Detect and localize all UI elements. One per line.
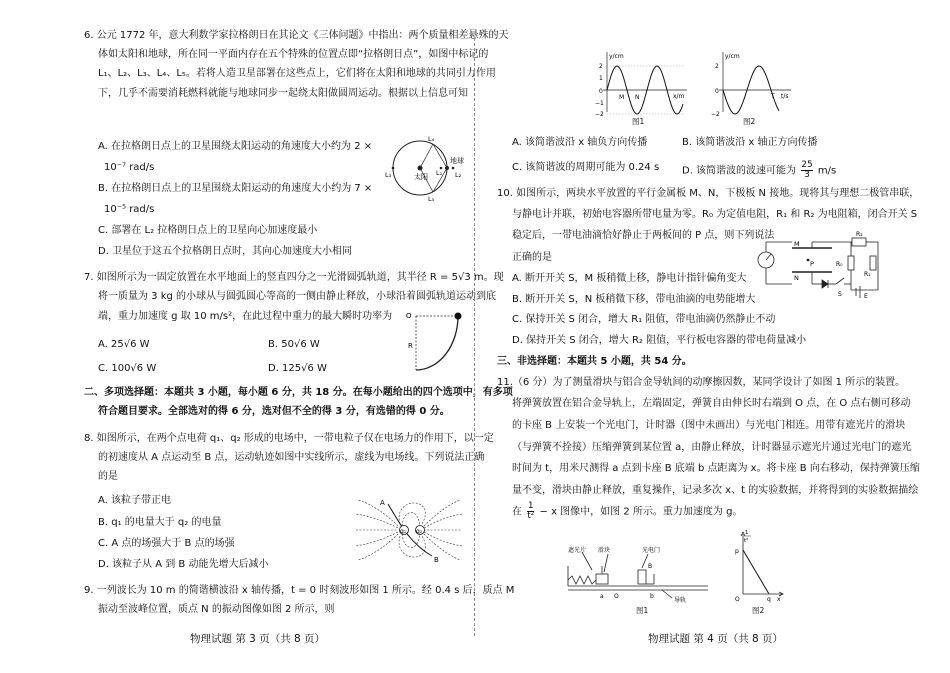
q9-option-d [682, 161, 836, 180]
q6-line-3: L₁、L₂、L₃、L₄、L₅。若将人造卫星部署在这些点上，它们将在太阳和地球的共同引力作用 [98, 68, 496, 79]
fig2-q-label: q [767, 596, 771, 603]
fig2-y2: 2 [715, 63, 719, 70]
q11-fig2-caption: 图2 [752, 606, 765, 615]
q8-option-d: D. 该粒子从 A 到 B 动能先增大后减小 [98, 559, 269, 570]
q11-line-4: （与弹簧不拴接）压缩弹簧到某位置 a，由静止释放，计时器显示遮光片通过光电门的遮光 [512, 442, 912, 453]
q9-option-c: C. 该简谐波的周期可能为 0.24 s [512, 162, 660, 173]
fig-l1: L₁ [436, 169, 443, 177]
fig-e-label: E [864, 293, 868, 300]
q7-line-3: 端，重力加速度 g 取 10 m/s²，在此过程中重力的最大瞬时功率为 [98, 311, 393, 322]
lagrange-points-figure [378, 133, 468, 203]
q7-line-2: 将一质量为 3 kg 的小球从与圆弧圆心等高的一侧由静止释放，小球沿着圆弧轨道运动到底 [98, 291, 497, 302]
inverse-t-squared-graph [731, 528, 785, 604]
right-column [476, 0, 950, 673]
fig1-caption: 图1 [632, 117, 645, 126]
fig2-t-label: T [771, 93, 775, 100]
q8-line-3: 的是 [98, 471, 118, 482]
q9-option-d-fraction: $\frac{25}{3}$ [801, 160, 813, 180]
q6-line-4: 下，几乎不需要消耗燃料就能与地球同步一起绕太阳做圆周运动。根据以上信息可知 [98, 88, 468, 99]
q9-option-a: A. 该简谐波沿 x 轴负方向传播 [512, 137, 648, 148]
q10-line-3: 稳定后，一带电油滴恰好静止于两板间的 P 点，则下列说法 [512, 230, 775, 241]
fig-b-seat-label: B [648, 563, 653, 570]
q10-line-1: 10. 如图所示，两块水平放置的平行金属板 M、N，下极板 N 接地。现将其与理想二极管串联， [497, 188, 920, 199]
q6-line-2: 体如太阳和地球，所在同一平面内存在五个特殊的位置点即“拉格朗日点”，如图中标记的 [98, 49, 489, 60]
q6-option-b: B. 在拉格朗日点上的卫星围绕太阳运动的角速度大小约为 7 × [98, 183, 373, 194]
q8-line-1: 8. 如图所示，在两个点电荷 q₁、q₂ 形成的电场中，一带电粒子仅在电场力的作用下，以一定 [84, 433, 494, 444]
fig1-ylabel: y/cm [609, 53, 624, 60]
q6-option-b-cont: 10⁻⁵ rad/s [104, 204, 155, 215]
q9-option-d-unit: m/s [817, 165, 837, 177]
q11-fraction: $\frac{1}{\text{t²}}$ [527, 501, 535, 521]
q11-line-2: 将弹簧放置在铝合金导轨上，左端固定，弹簧自由伸长时右端到 O 点，在 O 点右侧可移动 [512, 398, 911, 409]
section-2-heading: 二、多项选择题：本题共 3 小题，每小题 6 分，共 18 分。在每小题给出的四个选项中，有多项 [84, 387, 513, 398]
fig1-xlabel: x/m [673, 93, 685, 100]
q8-option-c: C. A 点的场强大于 B 点的场强 [98, 538, 235, 549]
fig-gate-label: 光电门 [642, 547, 661, 554]
q11-line-1: 11.（6 分）为了测量滑块与铝合金导轨间的动摩擦因数，某同学设计了如图 1 所示的装置。 [497, 377, 906, 388]
fig-a-label: A [380, 499, 385, 507]
q7-option-d: D. 125√6 W [268, 363, 327, 374]
q6-option-c: C. 部署在 L₂ 拉格朗日点上的卫星向心加速度最小 [98, 225, 318, 236]
fig-l4: L₄ [428, 135, 435, 143]
fig-o-label: O [406, 312, 412, 320]
fig2-ylabel-den: t² [744, 538, 749, 544]
fig1-y2: 2 [599, 63, 603, 70]
q10-line-4: 正确的是 [512, 252, 552, 263]
fig-r0-label: R₀ [836, 261, 843, 268]
fig-r2-label: R₂ [856, 231, 863, 238]
q10-option-c: C. 保持开关 S 闭合，增大 R₁ 阻值，带电油滴仍然静止不动 [512, 314, 776, 325]
quarter-arc-figure [404, 308, 466, 378]
fig2-o-label: O [735, 596, 740, 603]
q11-line-7: 在 $\frac{1}{\text{t²}}$ − x 图像中，如图 2 所示。重力加速度为 g。 [512, 501, 743, 521]
fig2-xlabel: t/s [781, 93, 789, 100]
fig-r-label: R [408, 342, 413, 350]
fig1-y0: 0 [599, 88, 603, 95]
fig-q1-label: q₁ [400, 528, 407, 535]
fig-m-label: M [794, 240, 800, 248]
fig-a-point: a [600, 593, 604, 600]
q11-line-6: 量不变，滑块由静止释放，重复操作，记录多次 x、t 的实验数据，并将得到的实验数据描绘 [512, 485, 919, 496]
friction-apparatus-figure [562, 544, 712, 604]
fig-b-label: B [434, 556, 439, 564]
fig-earth-label: 地球 [450, 157, 464, 165]
q8-option-b: B. q₁ 的电量大于 q₂ 的电量 [98, 517, 222, 528]
vibration-graph-figure-2 [709, 50, 793, 122]
q8-option-a: A. 该粒子带正电 [98, 495, 172, 506]
fig-shade-label: 遮光片 [568, 547, 587, 554]
q7-line-1: 7. 如图所示为一固定放置在水平地面上的竖直四分之一光滑圆弧轨道，其半径 R = 5√3 m。现 [84, 272, 504, 283]
q10-option-d: D. 保持开关 S 闭合，增大 R₂ 阻值，平行板电容器的带电荷量减小 [512, 335, 807, 346]
earth-dot [445, 166, 449, 170]
fig-r1-label: R₁ [864, 271, 871, 278]
ball [455, 313, 462, 320]
fig2-caption: 图2 [743, 117, 756, 126]
fig-l5: L₅ [428, 195, 435, 203]
left-page-footer: 物理试题 第 3 页（共 8 页） [190, 633, 326, 645]
fig2-ylabel: y/cm [725, 53, 740, 60]
q9-option-b: B. 该简谐波沿 x 轴正方向传播 [682, 137, 818, 148]
fig1-m-label: M [619, 94, 625, 101]
q11-fig1-caption: 图1 [636, 606, 649, 615]
q10-option-b: B. 断开开关 S，N 板稍微下移，带电油滴的电势能增大 [512, 294, 756, 305]
q8-line-2: 的初速度从 A 点运动至 B 点，运动轨迹如图中实线所示，虚线为电场线。下列说法正确 [98, 452, 485, 463]
fig-b-point: b [650, 593, 654, 600]
q7-option-b: B. 50√6 W [268, 339, 320, 350]
q11-line-5: 时间为 t，用米尺测得 a 点到卡座 B 底端 b 点距离为 x。将卡座 B 向右移动，保持弹簧压缩 [512, 463, 920, 474]
fig1-y1: 1 [599, 75, 603, 82]
fig-slider-label: 滑块 [598, 547, 611, 554]
q11-line-3: 的卡座 B 上安装一个光电门，计时器（图中未画出）与光电门相连。用带有遮光片的滑块 [512, 420, 906, 431]
q6-option-a: A. 在拉格朗日点上的卫星围绕太阳运动的角速度大小约为 2 × [98, 141, 373, 152]
fig2-x-label: x [777, 596, 781, 603]
fig2-y0: 0 [715, 88, 719, 95]
q9-option-d-text: D. 该简谐波的波速可能为 [682, 165, 797, 177]
fig2-ym2: −2 [711, 111, 720, 118]
fig-n-label: N [794, 274, 799, 282]
right-page-footer: 物理试题 第 4 页（共 8 页） [648, 633, 784, 645]
q7-option-c: C. 100√6 W [98, 363, 157, 374]
fig1-ym2: −2 [595, 111, 604, 118]
q10-line-2: 与静电计并联，初始电容器所带电量为零。R₀ 为定值电阻，R₁ 和 R₂ 为电阻箱，闭合开关 S [512, 209, 918, 220]
fig-rail-label: 导轨 [674, 597, 687, 604]
q9-line-2: 振动至波峰位置，质点 N 的振动图像如图 2 所示，则 [98, 604, 335, 615]
wave-graph-figure-1 [593, 50, 689, 122]
fig-p-label: P [810, 260, 814, 268]
q10-option-a: A. 断开开关 S，M 板稍微上移，静电计指针偏角变大 [512, 273, 747, 284]
fig-s-label: S [838, 291, 842, 298]
fig2-p-label: p [735, 548, 739, 555]
fig-sun-label: 太阳 [414, 173, 428, 181]
fig-q2-label: q₂ [416, 528, 423, 535]
fig1-n-label: N [635, 94, 640, 101]
q6-option-d: D. 卫星位于这五个拉格朗日点时，其向心加速度大小相同 [98, 246, 353, 257]
q6-line-1: 6. 公元 1772 年，意大利数学家拉格朗日在其论文《三体问题》中指出：两个质量相差悬殊的天 [84, 30, 509, 41]
q6-option-a-cont: 10⁻⁷ rad/s [104, 162, 155, 173]
fig2-ylabel-num: 1 [745, 530, 749, 536]
fig-o-point: O [614, 593, 619, 600]
electric-field-figure [352, 490, 466, 568]
capacitor-circuit-figure [752, 228, 884, 300]
section-2-heading-cont: 符合题目要求。全部选对的得 6 分，选对但不全的得 3 分，有选错的得 0 分。 [98, 406, 450, 417]
fig-l3: L₃ [385, 171, 392, 179]
fig1-ym1: −1 [595, 100, 604, 107]
q9-line-1: 9. 一列波长为 10 m 的简谐横波沿 x 轴传播，t = 0 时刻波形如图 1 所示。经 0.4 s 后，质点 M [84, 585, 515, 596]
section-3-heading: 三、非选择题：本题共 5 小题，共 54 分。 [497, 356, 692, 367]
fig-l2: L₂ [455, 171, 462, 179]
q7-option-a: A. 25√6 W [98, 339, 150, 350]
